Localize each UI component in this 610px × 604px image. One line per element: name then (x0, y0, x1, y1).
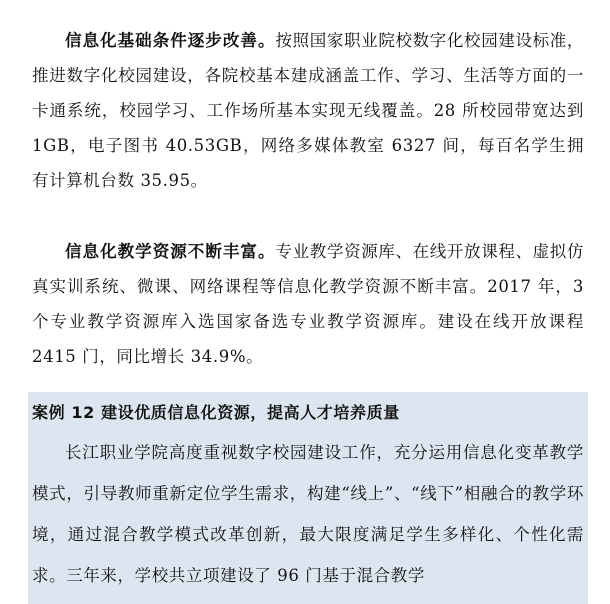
paragraph-lead-infrastructure: 信息化基础条件逐步改善。 (65, 31, 276, 50)
case-study-title: 案例 12 建设优质信息化资源，提高人才培养质量 (32, 403, 400, 422)
paragraph-text-teaching-resources: 专业教学资源库、在线开放课程、虚拟仿真实训系统、微课、网络课程等信息化教学资源不断丰富。2017 年，3 个专业教学资源库入选国家备选专业教学资源库。建设在线开放课程 2415 门，同比增长 34.9%。 (32, 242, 584, 366)
paragraph-teaching-resources (32, 234, 584, 374)
paragraph-text-infrastructure: 按照国家职业院校数字化校园建设标准，推进数字化校园建设，各院校基本建成涵盖工作、学习、生活等方面的一卡通系统，校园学习、工作场所基本实现无线覆盖。28 所校园带宽达到 1GB，电子图书 40.53GB，网络多媒体教室 6327 间，每百名学生拥有计算机台数 35.95。 (32, 31, 584, 190)
case-study-body: 长江职业学院高度重视数字校园建设工作，充分运用信息化变革教学模式，引导教师重新定位学生需求，构建“线上”、“线下”相融合的教学环境，通过混合教学模式改革创新，最大限度满足学生多样化、个性化需求。三年来，学校共立项建设了 96 门基于混合教学 (32, 443, 584, 585)
paragraph-lead-teaching-resources: 信息化教学资源不断丰富。 (65, 242, 276, 261)
paragraph-infrastructure (32, 23, 584, 198)
